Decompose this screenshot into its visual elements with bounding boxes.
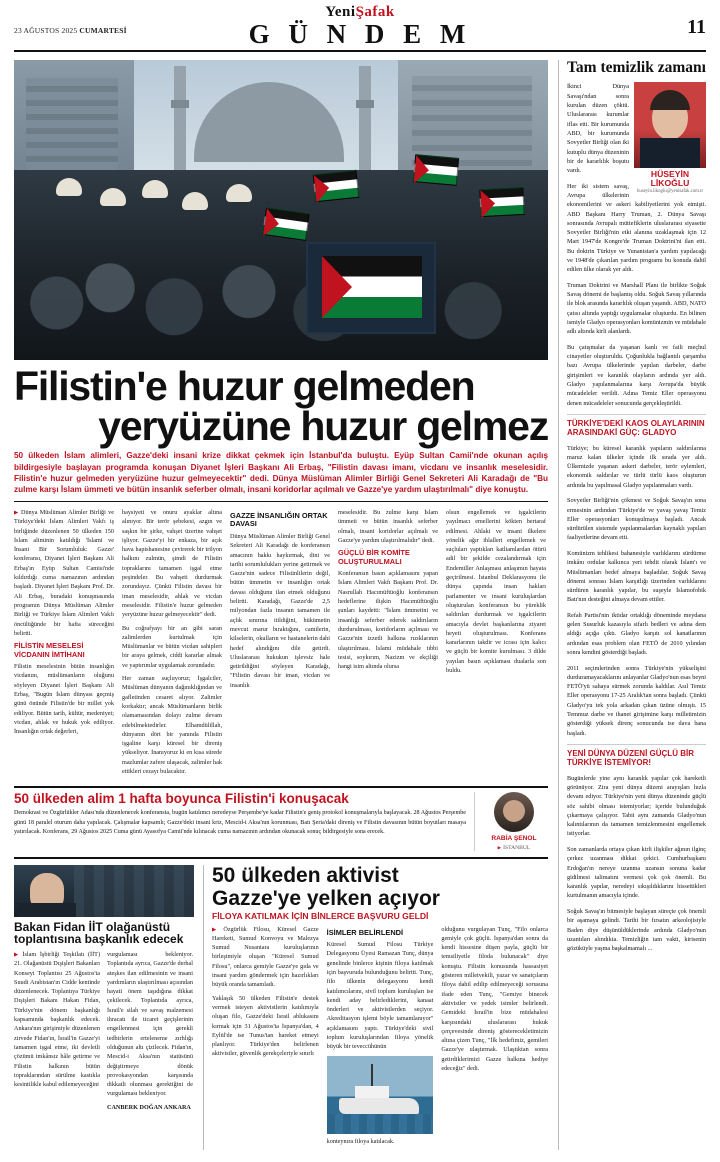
body-column-4: meselesidir. Bu zulme karşı İslam ümmeti ve bütün insanlık seferber olmalı, insani koridorlar açılmalı ve Gazze'ye yardım ulaştırılmalıdır" dedi. GÜÇLÜ BİR KOMİTE OLUŞTURULMALI Konferansın basın açıklamasını yapan İslam Alimleri Vakfı Başkanı Prof. Dr. Nasrullah Hacımüftüoğlu konferansın hedeflerine ilişkin Hacımüftüoğlu şunları kaydetti: "İslam ümmetini ve insanlığı seferber ederek saldırıların durdurulması, koridorların açılması ve Gazze'nin izzetli halkına rızıklarının ulaştırılması. İslami müdahale tıbbi tesisi, soykırım, Nazizm ve ekçiliği hangi isim altında olursa [338, 508, 438, 671]
story-photo [14, 865, 194, 917]
opinion-subhead-2: YENİ DÜNYA DÜZENİ GÜÇLÜ BİR TÜRKİYE İSTEMİYOR! [567, 744, 706, 767]
avatar [494, 792, 534, 832]
flotilla-column-1: ▶ Özgürlük Filosu, Küresel Gazze Hareketi, Sumud Konvoyu ve Malezya Sumud Nusantara kuruluşlarının birleşimiyle oluşan "Küresel Sumud Filosu", onlarca gemiyle Gazze'ye gıda ve insani yardım göndermek için hazırlıkları büyük oranda tamamladı. Yaklaşık 50 ülkeden Filistin'e destek vermek isteyen aktivistlerin katılımıyla oluşan filo, Gazze'deki İsrail ablukasını kırmak için 31 Ağustos'ta İspanya'dan, 4 Eylül'de ise Tunus'tan hareket etmeyi planlıyor. Türkiye'den belirlenen aktivistler, güvenlik gerekçeleriyle sınırlı [212, 925, 319, 1150]
story-flotilla [203, 865, 548, 1150]
date-text: 23 AĞUSTOS 2025 [14, 26, 78, 35]
brand-second: Şafak [355, 4, 395, 20]
body-column-5: olsun engellemek ve işgalcilerin yayılmacı emellerini kökten bertaraf edilmesi. Ahlaki ve insani ilkelere yönelik ağır ihlalleri engellemek ve suçluları yaptıkları katliamlardan ötürü adil bir şekilde cezalandırmak için Endemiller Anlaşması anlaşımın hayata geçirilmesi. İstanbul Deklarasyonu ile dünya çapında insan hakları parlamenter ve insani kuruluşlardan oluşturulan konferansın bu yüreklik saldırılan durdurmak ve işgalcilerin amacıyla devlet başkanlarına ziyaret heyeti oluşturulması. Konferans kararlarının takdir ve icrası için kalıcı ve güçlü bir komite kurulması. 3 dilde yayılan basın açıklaması dualarla son buldu. [446, 508, 546, 675]
author-name: HÜSEYİN LİKOĞLU [650, 169, 690, 189]
page-number: 11 [687, 16, 706, 38]
redstrip-body: Demokrasi ve Özgürlükler Adası'nda düzenlenecek konferansta, bugün katılımcı neredeyse Perşembe'ye kadar Filistin'e geniş protokol konuşmalarıyla başlayacak. 28 Ağustos Perşembe günü 18 paralel oturum daha yapılacak. Çalışmalar kapsamlı; Gazze'deki insani kriz, Mescid-i Aksa'nın korunması, Batı Şeria'daki direniş ve Filistin davasının bütün boyutları masaya yatırılacak. Konferans, 29 Ağustos 2025 Cuma günü Ayasofya Camii'nde kılınacak cuma namazının ardından okunacak sonuç bildirgesiyle sona erecek. [14, 810, 466, 835]
opinion-section-1: Türkiye; bu küresel karanlık yapıların saldırılarına maruz kalan ülkeler içinde ilk sırada yer aldı. Ülkemizde yaşanan askeri darbeler, terör eylemleri, ekonomik saldırılar ve türlü türlü kaos oluşturun ardında bu yapılmasal Gladyo yapılanmaları vardı. Sovyetler Birliği'nin çökmesi ve Soğuk Savaş'ın sona ermesinin ardından Türkiye'de ve yavaş yavaş Temiz Eller operasyonları konuşulmaya başladı. Ancak sürdürülen sistemde yapılanmalardan kaynaklı yapıları faaliyetlerine devam etti. Komünizm tehlikesi bahanesiyle varlıklarını sürdürme imkânı ordular kalkınca yeri tehdit olarak İslam'ı ve Müslümanları hedef almaya başladılar. Soğuk Savaş dönemi sonrası İslam karşıtlığı üzerinden varlıklarını sürdüren karanlık yapılar, bu suşeyle İslamofobik Batı'nın desteğini almaya devam ettiler. Refah Partisi'nin iktidar ortaklığı döneminde meydana gelen Susurluk kazasıyla sifarlı bedleri ve adına dem aldığı açığa çıktı. Gladyo karşıtı sol kanatlarının ardından esas problem olan FETÖ de 2010 yılından sonra kendini gösterdiği başladı. 2011 seçimlerinden sonra Türkiye'nin yükselişini durduramayacaklarını anlayanlar Gladyo'nun esas beyni FETÖ'yü sahaya sürmek zorunda kaldılar. Asıl Temiz Eller operasyonu 17-25 Aralık'tan sonra başladı. Çünkü Gladyo'yu tek yola arkadan çıkan üzüne olmıştı. 15 Temmuz darbe ve ihanet girişimine karşı milletimizin gösterdiği yüksek direnç sonucunda ise dava bana başladı. [567, 444, 706, 737]
body-column-1: ▶ Dünya Müslüman Alimler Birliği ve Türkiye'deki İslam Alimleri Vakfı iş birliğinde düzenlenen 50 ülkeden 150 İslam aliminin katıldığı 'İslami ve İnsani Bir Sorumluluk: Gazze' konferansı, Diyanet İşleri Başkanı Ali Erbaş'ın Eyüp Sultan Camisi'nde kıldırdığı cuma namazının ardından başladı. Diyanet İşleri Başkanı Prof. Dr. Ali Erbaş, buradaki konuşmasında programın Dünya Müslüman Alimler Birliği ve Türkiye İslam Alimleri Vakfı öncülüğünde bir hafta süreceğini belirtti. FİLİSTİN MESELESİ VİCDANIN İMTİHANI Filistin meselesinin bütün insanlığın vicdanını, müslümanların oluğunu söyleyen Diyanet İşleri Başkanı Ali Erbaş, "Bugün İslam dünyası geçmiş günü önünde Filistin'de bir millet yok ediliyor. Bütün tarih, kültür, medeniyet; vicdan, ahlak ve hukuk yok ediliyor. İnsanlığın ortak değerleri, [14, 508, 114, 780]
main-content [14, 60, 548, 1150]
opinion-body: HÜSEYİN LİKOĞLU huseyin.likoglu@yenisafak.com.tr İkinci Dünya Savaşı'ndan sonra kurulan düzen çöktü. Uluslararası kurumlar iflas etti. Bir kurumunda ABD, bir kurumunda Sovyetler Birliği olan iki kutuplu dünya düzeninin bir de kararlılık boşutu vardı. Her iki sistem savaş, Avrupa ülkelerinin ekonomilerini ve askeri kabiliyetlerini yok etmişti. ABD Başkanı Harry Truman, 2. Dünya Savaşı sonrasında Avrupalı müttefiklerin uluslararası siyasette Sovyetler Birliği'nin etki alanına uzaklaşmak için 12 Mart 1947'de Kongre'de Truman Doktrini'ni ilan etti. Bu doktrin Türkiye ve Yunanistan'a yardım yapılacağı ve 1948'de çıkarılan yardım programı bu konuda dahil edilen ülke olarak yer aldı. Truman Doktrini ve Marshall Planı ile birlikte Soğuk Savaş dönemi de başlamış oldu. Soğuk Savaş yıllarında ile blok arasında kararlılık oluşan yaşandı. ABD, NATO çatısı altında yaptığı uygulamalar oluşturdu. En bilinen ismiyle Gladyo operasyonları komünizmin ve müdahale adlı altında kirli alanlardı. Bu çatışmalar da yaşanan kanlı ve faili meçhul cinayetler oluşturuldu. Çoğunlukla bağlantılı çarşamba bazı Avrupa ülkelerinde yapılan darbeler, darbe girişimleri ve karanlık olayların ardında yer aldı. Gladyo yapılanmalarına karşı Avrupa'da büyük mücadeleler verildi. Adına Temiz Eller operasyonu denen mücadeleler sonucunda gerçekleştirildi. [567, 83, 707, 407]
opinion-column [558, 60, 706, 1150]
body-column-2: haysiyeti ve onuru ayaklar altına alınıyor. Bir terör şebekesi, azgın ve saşkın bir şirke, vahşet üzerine vahşet işliyor. Gazze'yi bir enkaza, bir açık hava hapishanesine çevirerek bir trilyon halkını zulmün, şimdi de Filistin topraklarını tamamen işgal etme peşindeler. Bu vahşeti durdurmak zorundayız. Çünkü Filistin davası bir iman meselesidir, ahlak ve vicdan meselesidir. Filistin'e huzur gelmeden yeryüzüne huzur gelmeyecektir" dedi. Bu coğrafyayı bir an gibi saran zalimlerden kurtulmak için Müslümanlar ve bütün vicdan sahipleri bir araya gelmek, ciddi kararlar almak ve yaptırımlar uygulamak zorundadır. Her zaman suçluyoruz; İşgalciler, Müslüman dünyanın dağınıklığından ve gafletinden cesaret alıyor. Zalimler korkaktır; ancak Müslümanların birlik olamamasından dolayı zulme devam edebilmektedirler. Elhamdülillah, dünyanın dört bir yanında Filistin işgaline karşı küresel bir direniş yükseliyor. İnanıyoruz ki en kısa sürede mazlumlar zafere ulaşacak, zalimler hak ettikleri cezayı bulacaktır. [122, 508, 222, 775]
publication-date [14, 26, 127, 35]
author-photo [634, 82, 706, 168]
headline-line-2: yeryüzüne huzur gelmez [98, 403, 548, 450]
lead-headline [14, 363, 548, 450]
brand-first: Yeni [325, 4, 356, 20]
redstrip-headline: 50 ülkeden alim 1 hafta boyunca Filistin'i konuşacak [14, 791, 349, 807]
masthead [14, 0, 706, 52]
author-box [634, 82, 706, 195]
section-title: G Ü N D E M [248, 19, 472, 49]
story-column-1: ▶ İslam İşbirliği Teşkilatı (İİT) 21. Olağanüstü Dışişleri Bakanları Konseyi Toplantısı 25 Ağustos'ta Suudi Arabistan'ın Cidde kentinde düzenlenecek. Toplantıya Türkiye Dışişleri Bakanı Hakan Fidan, Türkiye'nin dönem başkanlığı kapsamında başkanlık edecek. Ankara'nın girişimiyle düzenlenen zirvede Fidan'ın, İsrail'in Gazze'yi tamamen işgal etme, iki devletli çözümü imkânsız hâle getirme ve Filistin halkının bütün topraklarından sürülme kastıkla kesintilikle kabul edilemeyeceğini [14, 950, 100, 1116]
story-fidan [14, 865, 194, 1150]
opinion-subhead-1: TÜRKİYE'DEKİ KAOS OLAYLARININ ARASINDAKİ GÜÇ: GLADYO [567, 414, 706, 437]
headline-line-1: Filistin'e huzur gelmeden [14, 363, 475, 409]
story-headline: Bakan Fidan İİT olağanüstü toplantısına başkanlık edecek [14, 919, 184, 947]
column-subhead: FİLİSTİN MESELESİ VİCDANIN İMTİHANI [14, 641, 85, 659]
opinion-section-2: Bugünlerde yine aynı karanlık yapılar çok hareketli görünüyor. Zira yeni dünya düzeni arayışları hızla devam ediyor. Türkiye'nin yeni dünya düzeninde güçlü söz sahibi olması istemiyorlar; içeride bulunduğuk çıkarmaya çalışıyor. Tabii aynı zamanda Gladyo'nun kalıntılarının da tamamen temizlenmesini engellemek istiyorlar. Son zamanlarda ortaya çıkan kirli ilişkiler ağının ilginç çerkez uzanması dikkat çekici. Cumhurbaşkanı Erdoğan'ın nereye uzanma uzansın sonuna kadar gidilmesi talimatını vermesi çok çok önemli. Bu karanlık yapılar, neredeyi sıkışıldıklarını hissettikleri kurtulmanın amacıyla içinde. Soğuk Savaş'ın bitmesiyle başlayan süreçte çok önemli bir aşamaya gelindi. Tarihi bir fırsatın arkeolojisiyle Baden diye düşünüldüklerinde ardında Gladyo'nun uzantıları alındıkta. Temizliğin tam vakti, kirisenin gözüküyle yaşma başkalmamalı ... [567, 774, 706, 953]
flotilla-subtitle: FİLOYA KATILMAK İÇİN BİNLERCE BAŞVURU GELDİ [212, 910, 429, 921]
story-byline: CANBERK DOĞAN ANKARA [107, 1103, 191, 1111]
flotilla-headline-2: Gazze'ye yelken açıyor [212, 886, 440, 910]
opinion-title: Tam temizlik zamanı [567, 59, 706, 76]
flotilla-headline-1: 50 ülkeden aktivist [212, 863, 399, 887]
byline-name: RABİA ŞENOL [491, 835, 537, 843]
sidebar-story-conference [14, 786, 548, 850]
byline-location: ▶ İSTANBUL [480, 845, 548, 851]
column-subhead: GAZZE İNSANLIĞIN ORTAK DAVASI [230, 510, 328, 529]
flotilla-photo [327, 1056, 434, 1134]
lead-body-columns [14, 508, 548, 780]
lead-photo [14, 60, 548, 360]
reporter-byline [474, 792, 548, 850]
day-text: CUMARTESİ [79, 26, 127, 35]
column-subhead: GÜÇLÜ BİR KOMİTE OLUŞTURULMALI [338, 548, 410, 566]
lead-deck: 50 ülkeden İslam alimleri, Gazze'deki insani krize dikkat çekmek için İstanbul'da buluştu. Eyüp Sultan Camii'nde okunan açılış bildirgesiyle başlayan programda konuşan Diyanet İşleri Başkanı Ali Erbaş, "Filistin davası imanı, vicdanı ve insanlık meselesidir. Filistin'e huzur gelmeden yeryüzüne huzur gelmeyecektir" dedi. Dünya Müslüman Alimler Birliği Genel Sekreteri Ali Karadağı de "Bu zulme karşı İslam ümmeti ve bütün insanlık seferber olmalı, insani koridorlar açılmalı ve Gazze'ye yardım ulaştırılmalı" diye konuştu. [14, 450, 548, 502]
body-column-3: GAZZE İNSANLIĞIN ORTAK DAVASI Dünya Müslüman Alimler Birliği Genel Sekreteri Ali Karadağı de konferansın amacının hakkı haykırmak, dini ve tarihi sorumlulukları yerine getirmek ve Gazze'nin sadece Filistinlilerin değil, bütün ümmetin ve insanlığın ortak davası olduğunu ilan etmek olduğunu belirtti. Karadağı, Gazze'de 2,5 milyondan fazla insanın tamamen ile açlık sınırına itildiğini, hükümetin mevcut marur bıraktığını, camilerin, kilselerin, okulların ve hastanelerin dahi hedef alındığını dile getirdi. Uluslararası hukukun işlevsiz hale getirildiğini söyleyen Karadağı, "Filistin davası bir iman, vicdan ve insanlık [230, 510, 330, 689]
flotilla-column-3: olduğunu vurgulayan Tunç, "Filo onlarca gemiyle çok güçlü. İspanya'dan sonra da kendi hissesine düşen payla, güçlü bir temsiliyetle filoda bulunacak" diye konuştu. Filistin konusunda hassasiyet gösteren milletvekili, yazar ve sanatçıların filoya dahil edilip edilmeyeceği sorusuna ifade eden Tunç, "Gemiye binecek aktivistler ve yedek isimler belirlendi. Gemideki İsrail'in bize müdahalesi karşısındaki uluslararası hukuk çerçevesinde direniş gösterecekletimizin altına çizen Tunç, "İlk hedefimiz, gemileri Gazze'ye ulaştırmak. Ulaştıktan sonra getirdiklerimizi Gazze halkına hediye edeceğiz" dedi. [441, 925, 549, 1072]
author-email: huseyin.likoglu@yenisafak.com.tr [636, 189, 704, 195]
column-subhead: İSİMLER BELİRLENDİ [326, 927, 404, 937]
story-column-2: vurgulaması bekleniyor. Toplantıda ayrıca, Gazze'de derhal ateşkes ilan edilmesinin ve insani yardımların ulaştırılması açısından hayati önem taşıdığına dikkat çekilecek. Toplantıda ayrıca, İsrail'e silah ve savaş malzemesi ihracatı ile ticaret geçişlerinin engellenmesi için gerekli tedbirlerin erteleneme zırhlığı olduğunun altı çizilecek. Fidan'ın, Mescid-i Aksa'nın statüsünü değiştirmeye dönük provokasyondan karşısında dikkatli olunması gerektiğini de vurgulaması bekleniyor. CANBERK DOĞAN ANKARA [107, 950, 193, 1111]
flotilla-column-2: İSİMLER BELİRLENDİ Küresel Sumud Filosu Türkiye Delegasyonu Üyesi Ramazan Tunç, dünya genelinde binlerce kişinin filoya katılmak için başvuruda bulunduğunu belirtti. Tunç, filo ülkenin delegasyonu kendi katılımcılarını, sivil toplum kuruluşları ise kendi aday belirlediklerini, kanaat önderleri ve aktivistlerden seçiyor. Akreditasyon işlemi böyle tamamlanıyor" açıklamasını yaptı. Türkiye'deki sivil toplum kuruluşlarından filoya yönelik büyük bir teveccühünün konteynıra filoya katılacak. [326, 927, 434, 1145]
